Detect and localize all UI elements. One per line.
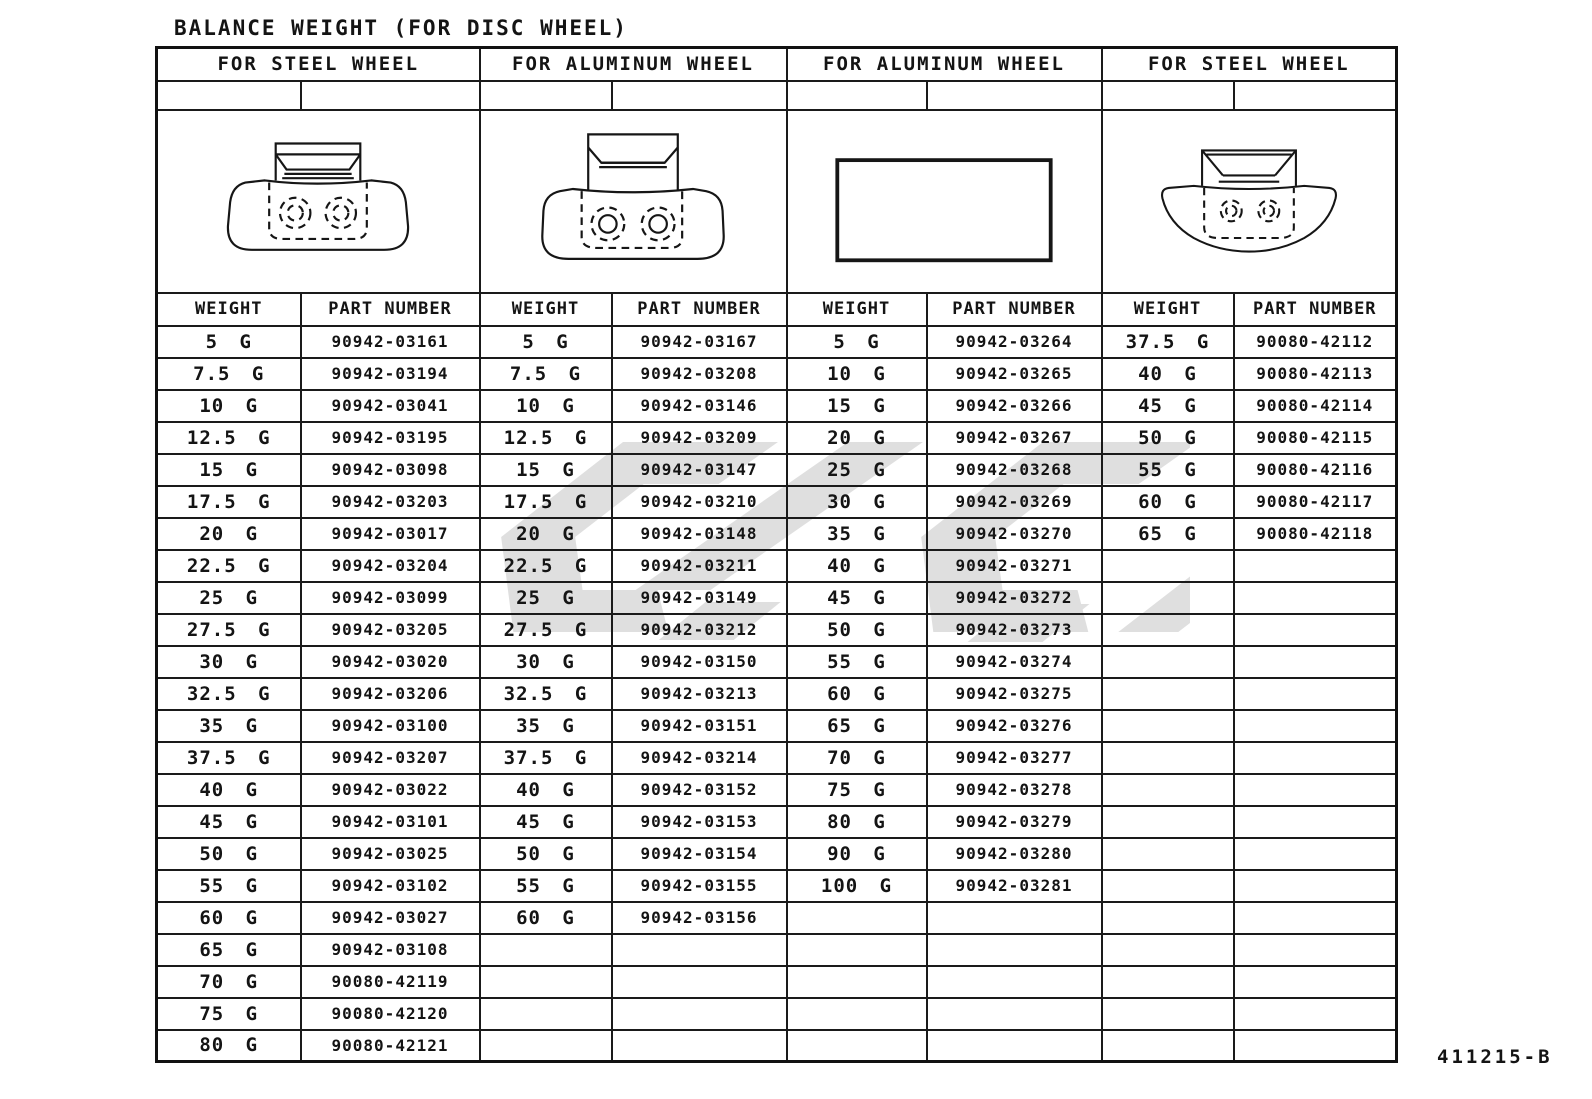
part-number-column-header: PART NUMBER: [1234, 293, 1397, 326]
subheader-row: [157, 81, 1397, 110]
part-number-cell: [927, 1030, 1102, 1062]
part-number-cell: 90942-03278: [927, 774, 1102, 806]
part-number-cell: 90942-03266: [927, 390, 1102, 422]
diagram-cell: [157, 110, 480, 293]
table-row: [157, 582, 1397, 614]
part-number-cell: 90942-03155: [612, 870, 787, 902]
part-number-cell: 90942-03277: [927, 742, 1102, 774]
weight-cell: 35 G: [787, 518, 927, 550]
weight-cell: 25 G: [480, 582, 612, 614]
part-number-cell: 90942-03152: [612, 774, 787, 806]
part-number-cell: [612, 998, 787, 1030]
part-number-cell: 90942-03153: [612, 806, 787, 838]
table-row: [157, 326, 1397, 358]
part-number-cell: 90942-03098: [301, 454, 480, 486]
weight-cell: 32.5 G: [157, 678, 301, 710]
weight-cell: [1102, 838, 1234, 870]
weight-cell: 15 G: [157, 454, 301, 486]
weight-cell: 75 G: [787, 774, 927, 806]
weight-cell: [480, 966, 612, 998]
table-row: [157, 966, 1397, 998]
part-number-cell: 90942-03027: [301, 902, 480, 934]
part-number-cell: 90080-42121: [301, 1030, 480, 1062]
part-number-cell: 90942-03214: [612, 742, 787, 774]
doc-number: 411215-B: [1437, 1046, 1553, 1068]
diagram-cell: [480, 110, 787, 293]
weight-cell: 60 G: [787, 678, 927, 710]
part-number-cell: 90942-03147: [612, 454, 787, 486]
group-header-row: [157, 48, 1397, 81]
empty-cell: [1102, 81, 1234, 110]
part-number-cell: 90942-03041: [301, 390, 480, 422]
part-number-cell: [612, 1030, 787, 1062]
weight-cell: 10 G: [157, 390, 301, 422]
part-number-cell: [1234, 710, 1397, 742]
weight-cell: 37.5 G: [480, 742, 612, 774]
weight-cell: [480, 934, 612, 966]
part-number-cell: 90942-03212: [612, 614, 787, 646]
part-number-cell: [1234, 742, 1397, 774]
part-number-cell: 90942-03195: [301, 422, 480, 454]
weight-cell: 50 G: [480, 838, 612, 870]
part-number-cell: 90080-42118: [1234, 518, 1397, 550]
page-title: BALANCE WEIGHT (FOR DISC WHEEL): [174, 16, 628, 40]
part-number-cell: 90942-03017: [301, 518, 480, 550]
weight-cell: 45 G: [787, 582, 927, 614]
weight-cell: 55 G: [480, 870, 612, 902]
weight-cell: 10 G: [787, 358, 927, 390]
weight-cell: [787, 966, 927, 998]
weight-cell: 35 G: [480, 710, 612, 742]
part-number-cell: [927, 902, 1102, 934]
diagram-cell: [1102, 110, 1397, 293]
weight-cell: 5 G: [157, 326, 301, 358]
weight-cell: 45 G: [480, 806, 612, 838]
weight-cell: 30 G: [157, 646, 301, 678]
weight-cell: 15 G: [480, 454, 612, 486]
weight-cell: [1102, 1030, 1234, 1062]
weight-cell: 75 G: [157, 998, 301, 1030]
weight-cell: 15 G: [787, 390, 927, 422]
weight-cell: [480, 998, 612, 1030]
part-number-cell: 90942-03025: [301, 838, 480, 870]
part-number-cell: 90942-03281: [927, 870, 1102, 902]
weight-cell: 80 G: [157, 1030, 301, 1062]
part-number-cell: 90942-03276: [927, 710, 1102, 742]
table-row: [157, 998, 1397, 1030]
weight-cell: 60 G: [157, 902, 301, 934]
weight-column-header: WEIGHT: [157, 293, 301, 326]
weight-cell: 65 G: [787, 710, 927, 742]
part-number-cell: [1234, 902, 1397, 934]
weight-cell: [787, 934, 927, 966]
part-number-cell: [927, 966, 1102, 998]
part-number-cell: 90942-03269: [927, 486, 1102, 518]
weight-cell: [1102, 742, 1234, 774]
weight-cell: 27.5 G: [157, 614, 301, 646]
table-row: [157, 742, 1397, 774]
table-row: [157, 1030, 1397, 1062]
part-number-cell: 90080-42112: [1234, 326, 1397, 358]
weight-cell: 60 G: [1102, 486, 1234, 518]
weight-cell: 90 G: [787, 838, 927, 870]
balance-weight-table: [155, 46, 1398, 1063]
part-number-cell: 90080-42113: [1234, 358, 1397, 390]
part-number-cell: [927, 934, 1102, 966]
part-number-cell: 90080-42114: [1234, 390, 1397, 422]
group-header-steel-1: FOR STEEL WHEEL: [157, 48, 480, 81]
part-number-cell: 90942-03022: [301, 774, 480, 806]
part-number-cell: 90080-42119: [301, 966, 480, 998]
table-row: [157, 838, 1397, 870]
weight-cell: [1102, 998, 1234, 1030]
part-number-cell: 90942-03280: [927, 838, 1102, 870]
weight-cell: [1102, 678, 1234, 710]
weight-cell: 40 G: [787, 550, 927, 582]
weight-cell: 80 G: [787, 806, 927, 838]
part-number-cell: 90942-03102: [301, 870, 480, 902]
part-number-cell: 90942-03204: [301, 550, 480, 582]
weight-cell: 20 G: [787, 422, 927, 454]
weight-cell: 60 G: [480, 902, 612, 934]
table-row: [157, 486, 1397, 518]
empty-cell: [612, 81, 787, 110]
weight-cell: [787, 998, 927, 1030]
part-number-cell: [1234, 838, 1397, 870]
weight-cell: 37.5 G: [157, 742, 301, 774]
part-number-column-header: PART NUMBER: [927, 293, 1102, 326]
weight-cell: 20 G: [157, 518, 301, 550]
weight-cell: 50 G: [1102, 422, 1234, 454]
weight-cell: 5 G: [480, 326, 612, 358]
weight-cell: 50 G: [157, 838, 301, 870]
table-row: [157, 422, 1397, 454]
part-number-cell: 90942-03270: [927, 518, 1102, 550]
part-number-cell: 90942-03203: [301, 486, 480, 518]
part-number-cell: 90942-03167: [612, 326, 787, 358]
weight-column-header: WEIGHT: [787, 293, 927, 326]
weight-column-header: WEIGHT: [1102, 293, 1234, 326]
group-header-aluminum-2: FOR ALUMINUM WHEEL: [787, 48, 1102, 81]
part-number-cell: 90942-03209: [612, 422, 787, 454]
part-number-cell: 90942-03101: [301, 806, 480, 838]
part-number-cell: [1234, 806, 1397, 838]
part-number-cell: 90080-42117: [1234, 486, 1397, 518]
part-number-cell: 90942-03020: [301, 646, 480, 678]
weight-cell: 55 G: [157, 870, 301, 902]
empty-cell: [157, 81, 301, 110]
part-number-cell: 90942-03271: [927, 550, 1102, 582]
table-row: [157, 390, 1397, 422]
part-number-cell: 90942-03279: [927, 806, 1102, 838]
part-number-cell: [1234, 998, 1397, 1030]
table-row: [157, 806, 1397, 838]
weight-cell: 30 G: [787, 486, 927, 518]
part-number-cell: [1234, 1030, 1397, 1062]
table-row: [157, 934, 1397, 966]
part-number-cell: 90942-03206: [301, 678, 480, 710]
part-number-cell: 90942-03154: [612, 838, 787, 870]
part-number-cell: 90942-03156: [612, 902, 787, 934]
weight-cell: 55 G: [1102, 454, 1234, 486]
weight-cell: [1102, 614, 1234, 646]
weight-cell: 65 G: [1102, 518, 1234, 550]
table-row: [157, 358, 1397, 390]
diagram-cell: [787, 110, 1102, 293]
weight-cell: 25 G: [157, 582, 301, 614]
part-number-cell: 90942-03272: [927, 582, 1102, 614]
part-number-cell: [1234, 774, 1397, 806]
table-row: [157, 454, 1397, 486]
weight-cell: 7.5 G: [157, 358, 301, 390]
part-number-cell: 90942-03207: [301, 742, 480, 774]
diagram-row: [157, 110, 1397, 293]
table-row: [157, 870, 1397, 902]
part-number-cell: 90942-03275: [927, 678, 1102, 710]
weight-cell: [480, 1030, 612, 1062]
weight-cell: [1102, 870, 1234, 902]
weight-cell: 40 G: [1102, 358, 1234, 390]
weight-cell: [1102, 934, 1234, 966]
part-number-column-header: PART NUMBER: [301, 293, 480, 326]
weight-cell: 17.5 G: [480, 486, 612, 518]
part-number-cell: 90942-03148: [612, 518, 787, 550]
empty-cell: [1234, 81, 1397, 110]
table-row: [157, 774, 1397, 806]
weight-cell: [787, 1030, 927, 1062]
weight-cell: 12.5 G: [480, 422, 612, 454]
weight-cell: 20 G: [480, 518, 612, 550]
weight-cell: 22.5 G: [157, 550, 301, 582]
weight-cell: 40 G: [480, 774, 612, 806]
weight-cell: 40 G: [157, 774, 301, 806]
weight-cell: [1102, 582, 1234, 614]
part-number-cell: 90942-03268: [927, 454, 1102, 486]
column-header-row: [157, 293, 1397, 326]
weight-cell: 65 G: [157, 934, 301, 966]
weight-cell: 12.5 G: [157, 422, 301, 454]
weight-cell: 32.5 G: [480, 678, 612, 710]
weight-cell: 17.5 G: [157, 486, 301, 518]
weight-cell: 37.5 G: [1102, 326, 1234, 358]
weight-cell: [787, 902, 927, 934]
part-number-cell: [1234, 966, 1397, 998]
table-row: [157, 518, 1397, 550]
table-row: [157, 902, 1397, 934]
weight-cell: 27.5 G: [480, 614, 612, 646]
part-number-cell: 90942-03150: [612, 646, 787, 678]
weight-cell: [1102, 806, 1234, 838]
empty-cell: [301, 81, 480, 110]
part-number-cell: 90942-03210: [612, 486, 787, 518]
part-number-cell: 90080-42115: [1234, 422, 1397, 454]
part-number-cell: 90942-03108: [301, 934, 480, 966]
group-header-aluminum-1: FOR ALUMINUM WHEEL: [480, 48, 787, 81]
weight-cell: [1102, 646, 1234, 678]
empty-cell: [787, 81, 927, 110]
part-number-cell: 90080-42120: [301, 998, 480, 1030]
part-number-column-header: PART NUMBER: [612, 293, 787, 326]
part-number-cell: [1234, 646, 1397, 678]
part-number-cell: 90942-03161: [301, 326, 480, 358]
weight-cell: [1102, 710, 1234, 742]
part-number-cell: 90942-03267: [927, 422, 1102, 454]
part-number-cell: 90942-03274: [927, 646, 1102, 678]
weight-cell: 45 G: [1102, 390, 1234, 422]
part-number-cell: 90942-03099: [301, 582, 480, 614]
weight-cell: [1102, 550, 1234, 582]
part-number-cell: 90942-03151: [612, 710, 787, 742]
part-number-cell: 90942-03264: [927, 326, 1102, 358]
weight-cell: 70 G: [787, 742, 927, 774]
weight-cell: 70 G: [157, 966, 301, 998]
part-number-cell: [1234, 550, 1397, 582]
table-row: [157, 550, 1397, 582]
weight-cell: [1102, 902, 1234, 934]
table-row: [157, 614, 1397, 646]
part-number-cell: [1234, 870, 1397, 902]
weight-cell: 45 G: [157, 806, 301, 838]
weight-cell: 10 G: [480, 390, 612, 422]
weight-cell: 30 G: [480, 646, 612, 678]
weight-cell: 35 G: [157, 710, 301, 742]
part-number-cell: [1234, 614, 1397, 646]
part-number-cell: 90942-03205: [301, 614, 480, 646]
part-number-cell: 90942-03273: [927, 614, 1102, 646]
part-number-cell: [1234, 678, 1397, 710]
empty-cell: [927, 81, 1102, 110]
steel-wheel-clip-weight-small-diagram: [1139, 140, 1359, 262]
part-number-cell: [612, 934, 787, 966]
part-number-cell: 90942-03149: [612, 582, 787, 614]
part-number-cell: 90942-03211: [612, 550, 787, 582]
weight-cell: [1102, 774, 1234, 806]
group-header-steel-2: FOR STEEL WHEEL: [1102, 48, 1397, 81]
weight-cell: 22.5 G: [480, 550, 612, 582]
weight-cell: 5 G: [787, 326, 927, 358]
part-number-cell: [1234, 582, 1397, 614]
weight-column-header: WEIGHT: [480, 293, 612, 326]
part-number-cell: [1234, 934, 1397, 966]
part-number-cell: [612, 966, 787, 998]
part-number-cell: 90942-03265: [927, 358, 1102, 390]
weight-cell: 50 G: [787, 614, 927, 646]
empty-cell: [480, 81, 612, 110]
part-number-cell: 90942-03213: [612, 678, 787, 710]
table-row: [157, 678, 1397, 710]
aluminum-wheel-clip-weight-diagram: [518, 130, 748, 272]
part-number-cell: [927, 998, 1102, 1030]
weight-cell: 100 G: [787, 870, 927, 902]
weight-cell: [1102, 966, 1234, 998]
table-row: [157, 710, 1397, 742]
part-number-cell: 90080-42116: [1234, 454, 1397, 486]
part-number-cell: 90942-03208: [612, 358, 787, 390]
part-number-cell: 90942-03100: [301, 710, 480, 742]
table-row: [157, 646, 1397, 678]
part-number-cell: 90942-03194: [301, 358, 480, 390]
weight-cell: 55 G: [787, 646, 927, 678]
weight-cell: 25 G: [787, 454, 927, 486]
weight-cell: 7.5 G: [480, 358, 612, 390]
part-number-cell: 90942-03146: [612, 390, 787, 422]
steel-wheel-clip-weight-diagram: [203, 137, 433, 265]
aluminum-wheel-stick-on-weight-diagram: [824, 134, 1064, 269]
